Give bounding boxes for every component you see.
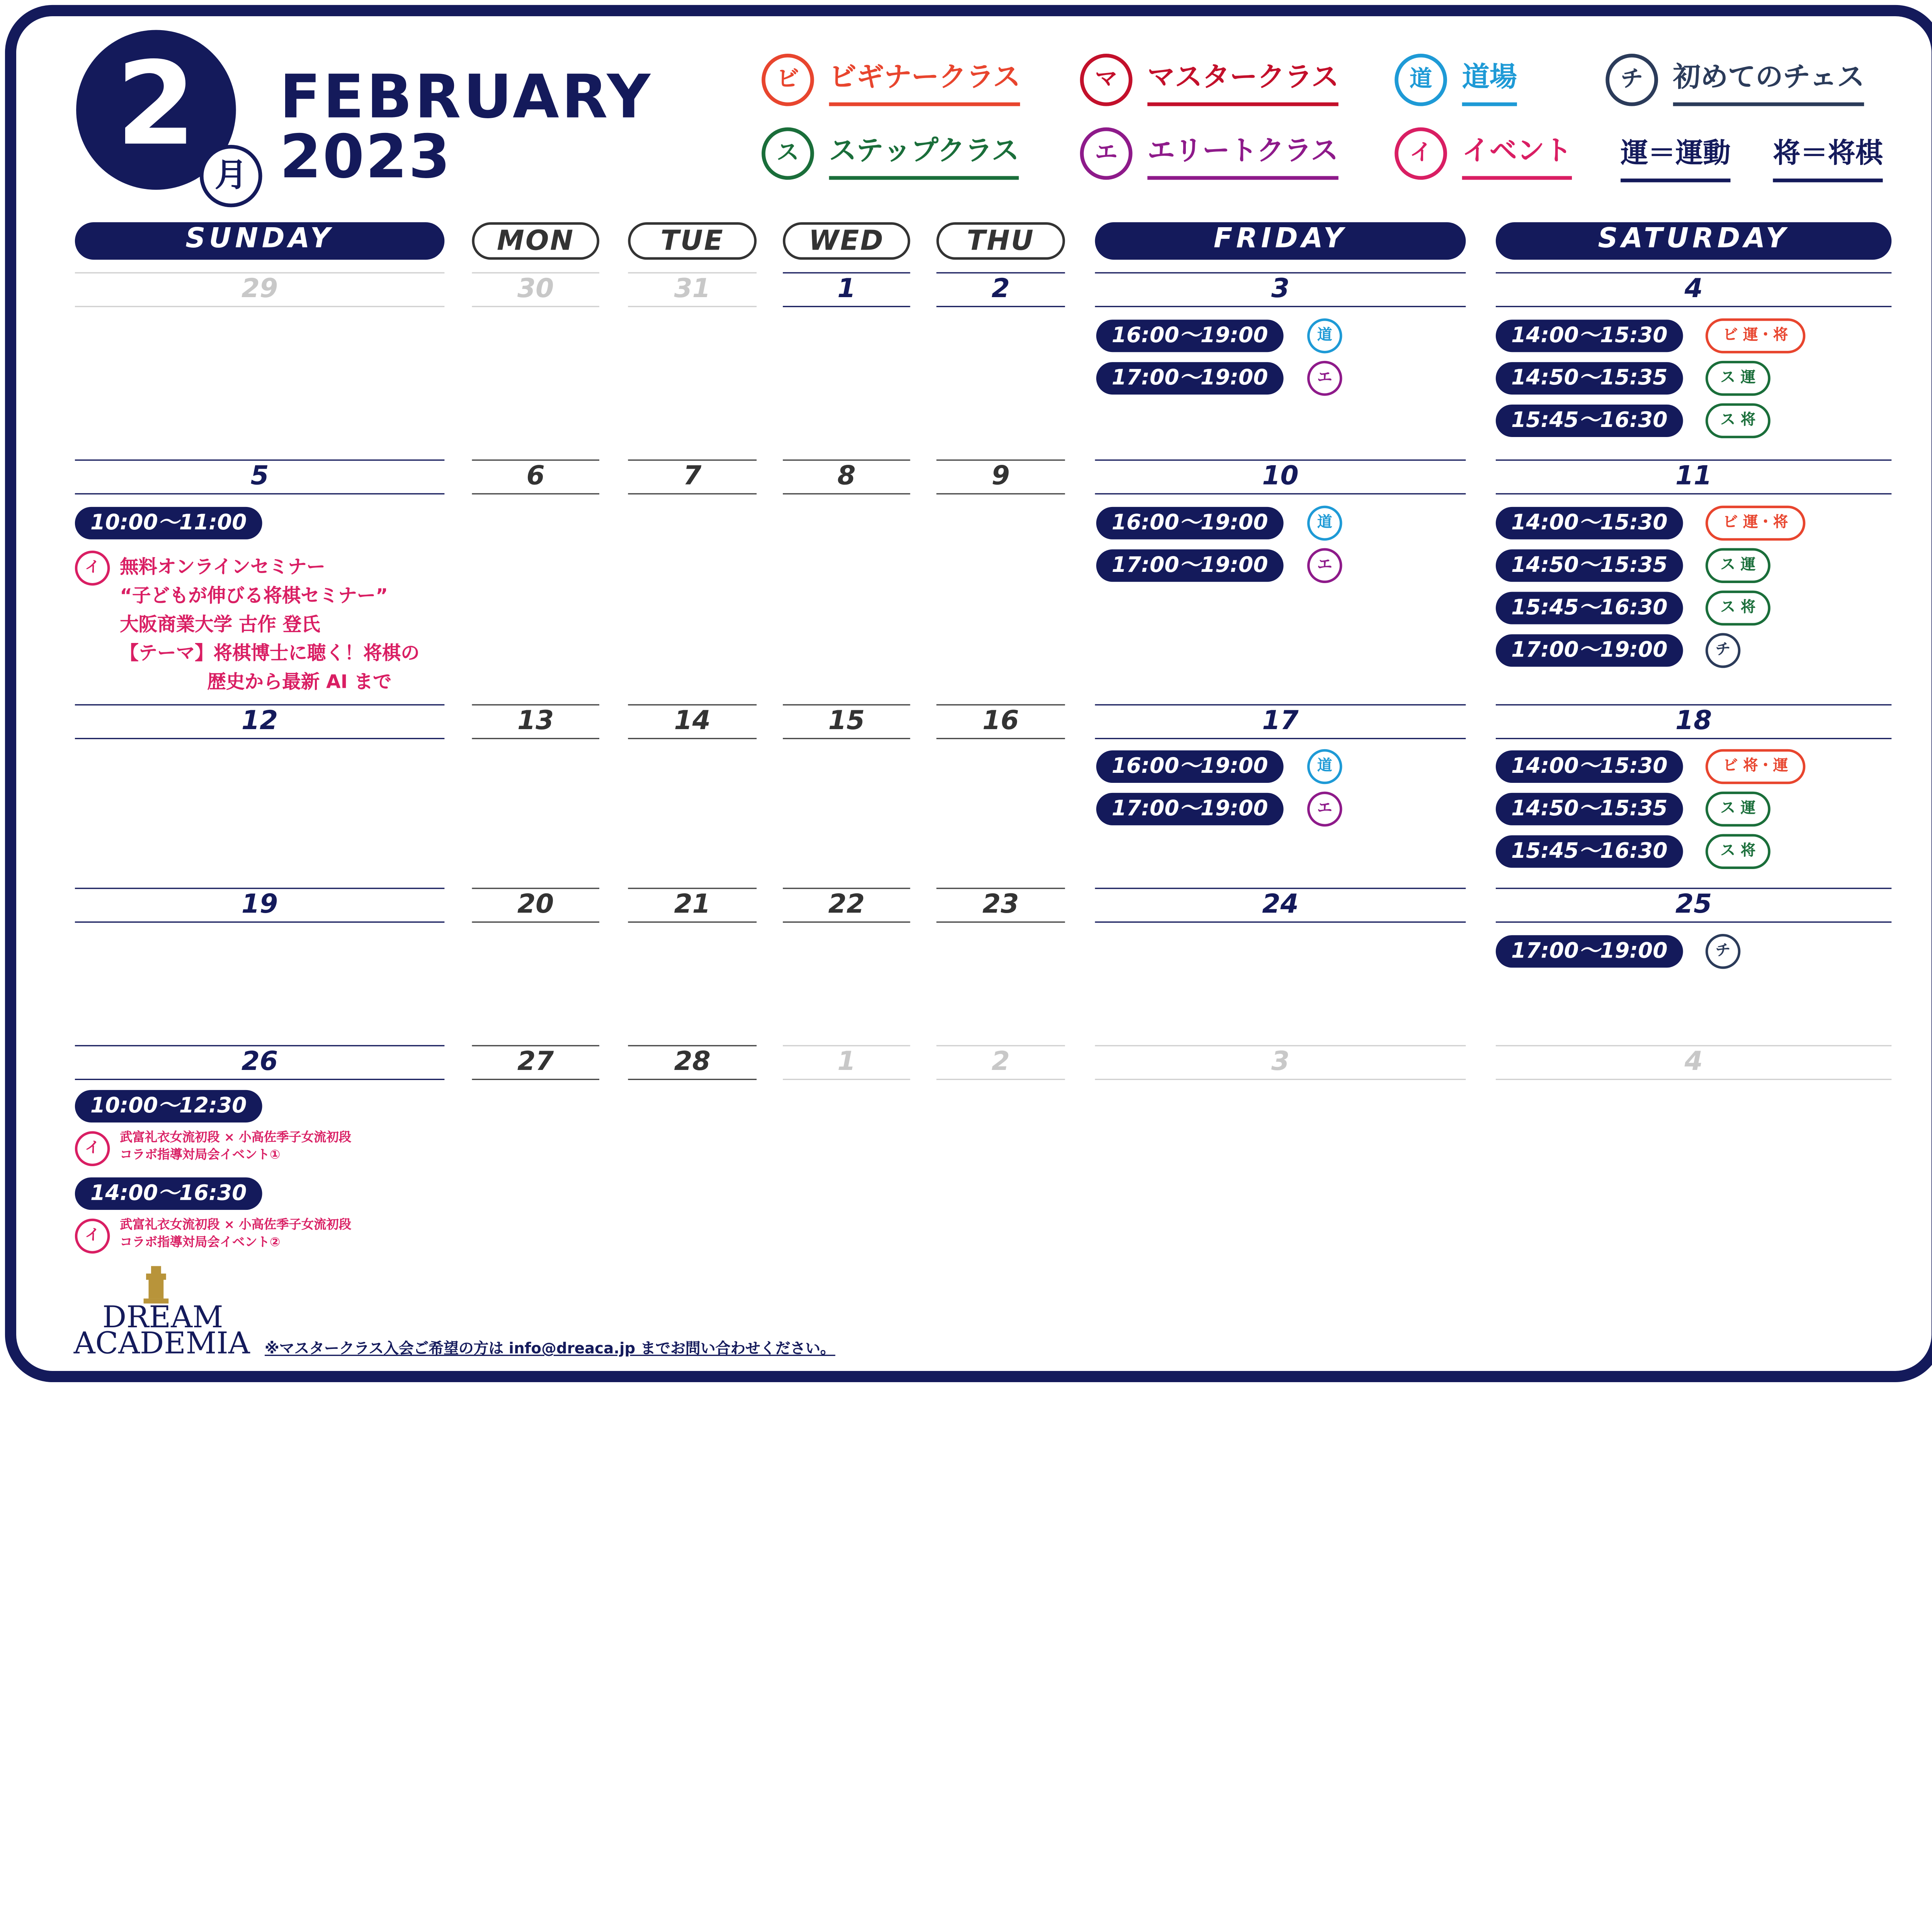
date-cell[interactable]: 6 — [472, 459, 599, 494]
event-time-pill[interactable]: 14:00〜15:30 — [1496, 320, 1683, 352]
event-time-pill[interactable]: 14:50〜15:35 — [1496, 793, 1683, 825]
date-cell[interactable]: 5 — [75, 459, 444, 494]
date-cell[interactable]: 29 — [75, 272, 444, 307]
event-time-pill[interactable]: 17:00〜19:00 — [1096, 362, 1284, 395]
header-monday: MON — [472, 222, 599, 260]
event-badge-icon: イ — [75, 1219, 110, 1253]
event-description-line: 【テーマ】将棋博士に聴く！将棋の — [120, 641, 420, 665]
date-cell[interactable]: 4 — [1496, 1045, 1891, 1080]
event-time-pill[interactable]: 15:45〜16:30 — [1496, 835, 1683, 868]
event-time-pill[interactable]: 14:50〜15:35 — [1496, 362, 1683, 395]
event-description-line: 大阪商業大学 古作 登氏 — [120, 613, 320, 636]
date-cell[interactable]: 9 — [936, 459, 1065, 494]
month-number: 2 — [116, 37, 196, 171]
date-cell[interactable]: 20 — [472, 888, 599, 922]
event-description-line: 武富礼衣女流初段 × 小高佐季子女流初段 — [120, 1218, 352, 1233]
event-description-line: コラボ指導対局会イベント① — [120, 1148, 281, 1163]
header-sunday: SUNDAY — [75, 222, 444, 260]
step-badge: ス 運 — [1706, 792, 1770, 827]
legend-label: ビギナークラス — [829, 56, 1020, 106]
header-thursday: THU — [936, 222, 1065, 260]
event-time-pill[interactable]: 14:50〜15:35 — [1496, 549, 1683, 582]
date-cell[interactable]: 11 — [1496, 459, 1891, 494]
elite-badge-icon: エ — [1307, 548, 1342, 583]
logo-text-academia: ACADEMIA — [73, 1326, 250, 1361]
event-time-pill[interactable]: 10:00〜11:00 — [75, 507, 262, 539]
event-time-pill[interactable]: 17:00〜19:00 — [1496, 634, 1683, 667]
date-cell[interactable]: 28 — [628, 1045, 757, 1080]
event-time-pill[interactable]: 14:00〜15:30 — [1496, 750, 1683, 783]
event-time-pill[interactable]: 17:00〜19:00 — [1096, 549, 1284, 582]
date-cell[interactable]: 7 — [628, 459, 757, 494]
event-time-pill[interactable]: 16:00〜19:00 — [1096, 507, 1284, 539]
date-cell[interactable]: 23 — [936, 888, 1065, 922]
dojo-badge-icon: 道 — [1307, 318, 1342, 353]
month-kanji-badge: 月 — [200, 145, 262, 207]
master-icon: マ — [1080, 54, 1133, 106]
step-badge: ス 運 — [1706, 361, 1770, 396]
footer-note: ※マスタークラス入会ご希望の方は info@dreaca.jp までお問い合わせください。 — [265, 1340, 835, 1357]
legend-label: イベント — [1462, 130, 1572, 180]
step-badge: ス 将 — [1706, 403, 1770, 438]
event-time-pill[interactable]: 14:00〜15:30 — [1496, 507, 1683, 539]
beginner-badge: ビ 運・将 — [1706, 506, 1805, 541]
date-cell[interactable]: 19 — [75, 888, 444, 922]
first-chess-badge-icon: チ — [1706, 633, 1740, 668]
date-cell[interactable]: 13 — [472, 704, 599, 739]
date-cell[interactable]: 16 — [936, 704, 1065, 739]
date-cell[interactable]: 31 — [628, 272, 757, 307]
legend-abbr-undou: 運＝運動 — [1621, 133, 1730, 182]
first-chess-badge-icon: チ — [1706, 934, 1740, 969]
event-description-line: コラボ指導対局会イベント② — [120, 1236, 281, 1250]
date-cell[interactable]: 18 — [1496, 704, 1891, 739]
date-cell[interactable]: 1 — [783, 1045, 910, 1080]
date-cell[interactable]: 3 — [1095, 1045, 1466, 1080]
date-cell[interactable]: 15 — [783, 704, 910, 739]
date-cell[interactable]: 3 — [1095, 272, 1466, 307]
date-cell[interactable]: 12 — [75, 704, 444, 739]
logo-text-dream: DREAM — [102, 1299, 223, 1335]
event-description-line: “子どもが伸びる将棋セミナー” — [120, 584, 388, 607]
date-cell[interactable]: 4 — [1496, 272, 1891, 307]
step-badge: ス 将 — [1706, 834, 1770, 869]
elite-icon: エ — [1080, 128, 1133, 180]
legend-label: ステップクラス — [829, 130, 1019, 180]
chess-piece-logo-icon — [140, 1266, 172, 1304]
header-wednesday: WED — [783, 222, 910, 260]
event-description-line: 武富礼衣女流初段 × 小高佐季子女流初段 — [120, 1131, 352, 1145]
date-cell[interactable]: 30 — [472, 272, 599, 307]
legend-label: 初めてのチェス — [1673, 56, 1864, 106]
date-cell[interactable]: 25 — [1496, 888, 1891, 922]
beginner-icon: ビ — [762, 54, 814, 106]
date-cell[interactable]: 27 — [472, 1045, 599, 1080]
date-cell[interactable]: 2 — [936, 1045, 1065, 1080]
date-cell[interactable]: 8 — [783, 459, 910, 494]
legend-abbr-shogi: 将＝将棋 — [1773, 133, 1883, 182]
date-cell[interactable]: 14 — [628, 704, 757, 739]
dojo-badge-icon: 道 — [1307, 749, 1342, 784]
legend-label: 道場 — [1462, 56, 1517, 106]
event-badge-icon: イ — [75, 1131, 110, 1166]
legend-label: エリートクラス — [1147, 130, 1338, 180]
date-cell[interactable]: 24 — [1095, 888, 1466, 922]
event-icon: イ — [1395, 128, 1447, 180]
event-time-pill[interactable]: 10:00〜12:30 — [75, 1090, 262, 1122]
event-time-pill[interactable]: 14:00〜16:30 — [75, 1177, 262, 1210]
beginner-badge: ビ 将・運 — [1706, 749, 1805, 784]
step-badge: ス 運 — [1706, 548, 1770, 583]
event-time-pill[interactable]: 17:00〜19:00 — [1096, 793, 1284, 825]
event-description-line: 無料オンラインセミナー — [120, 555, 325, 578]
event-time-pill[interactable]: 17:00〜19:00 — [1496, 935, 1683, 968]
event-description-line: 歴史から最新 AI まで — [207, 670, 392, 693]
date-cell[interactable]: 10 — [1095, 459, 1466, 494]
event-time-pill[interactable]: 16:00〜19:00 — [1096, 320, 1284, 352]
header-tuesday: TUE — [628, 222, 757, 260]
date-cell[interactable]: 26 — [75, 1045, 444, 1080]
event-time-pill[interactable]: 15:45〜16:30 — [1496, 405, 1683, 437]
date-cell[interactable]: 1 — [783, 272, 910, 307]
beginner-badge: ビ 運・将 — [1706, 318, 1805, 353]
elite-badge-icon: エ — [1307, 361, 1342, 396]
date-cell[interactable]: 2 — [936, 272, 1065, 307]
event-time-pill[interactable]: 15:45〜16:30 — [1496, 592, 1683, 624]
month-name: FEBRUARY — [279, 62, 653, 133]
date-cell[interactable]: 17 — [1095, 704, 1466, 739]
date-cell[interactable]: 21 — [628, 888, 757, 922]
header-saturday: SATURDAY — [1496, 222, 1891, 260]
event-badge-icon: イ — [75, 551, 110, 585]
step-icon: ス — [762, 128, 814, 180]
year: 2023 — [279, 122, 452, 192]
elite-badge-icon: エ — [1307, 792, 1342, 827]
date-cell[interactable]: 22 — [783, 888, 910, 922]
legend-label: マスタークラス — [1147, 56, 1338, 106]
event-time-pill[interactable]: 16:00〜19:00 — [1096, 750, 1284, 783]
first-chess-icon: チ — [1605, 54, 1658, 106]
step-badge: ス 将 — [1706, 590, 1770, 625]
dojo-icon: 道 — [1395, 54, 1447, 106]
header-friday: FRIDAY — [1095, 222, 1466, 260]
dojo-badge-icon: 道 — [1307, 506, 1342, 541]
